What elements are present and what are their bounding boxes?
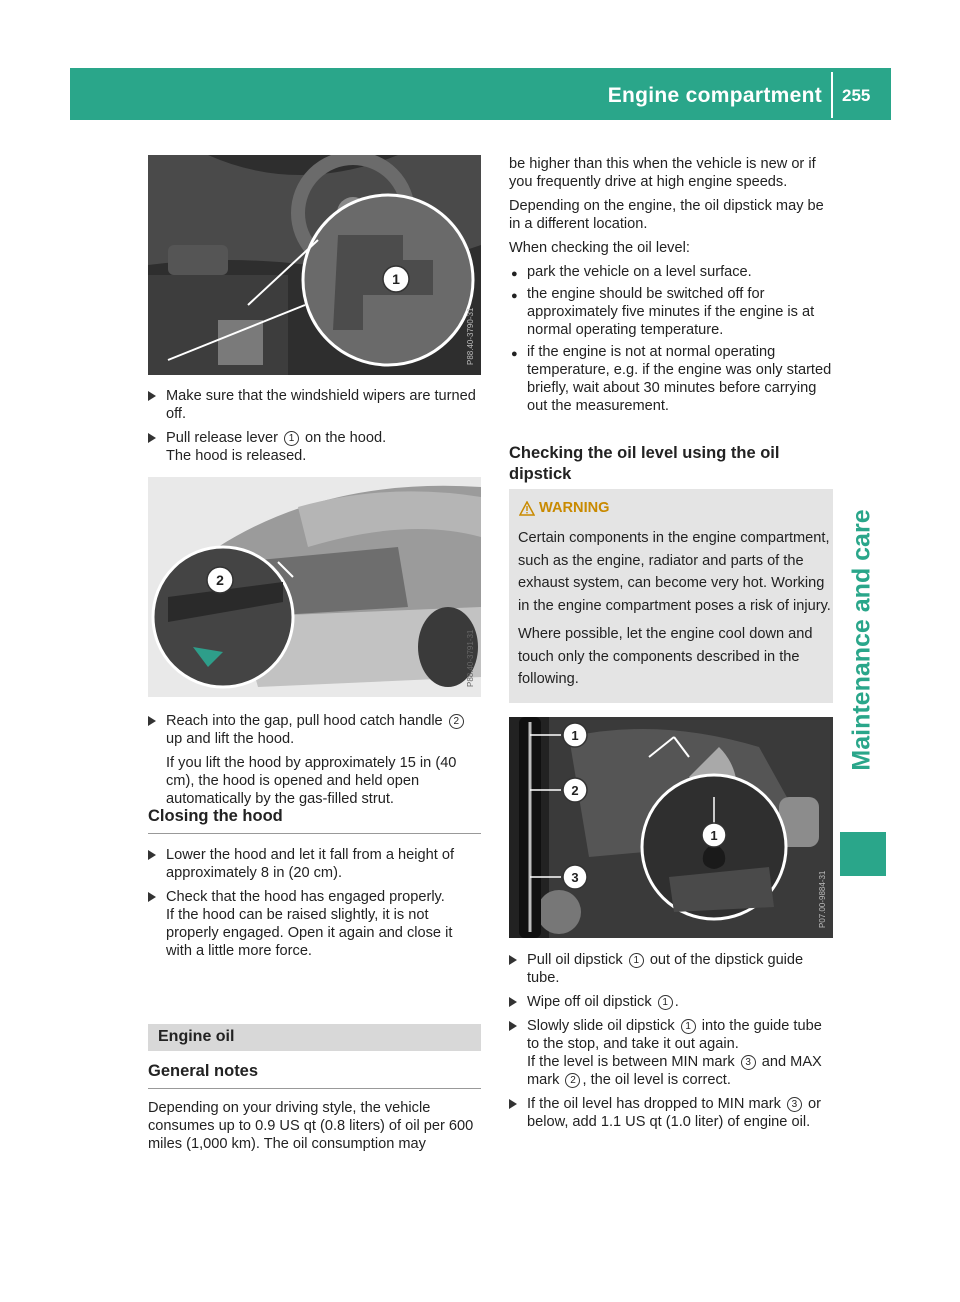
figure-release-lever — [148, 155, 481, 375]
figure-hood-catch — [148, 477, 481, 697]
callout-ref: 3 — [787, 1097, 802, 1112]
paragraph: Depending on the engine, the oil dipstick may be in a different location. — [509, 198, 824, 232]
warning-paragraph: Certain components in the engine compartment, such as the engine, radiator and parts of the exhaust system, can become very hot. Working in the engine compartment poses a risk of injury. — [518, 530, 831, 614]
step-item: Pull release lever 1 on the hood. The hood is released. — [148, 429, 483, 465]
paragraph: When checking the oil level: — [509, 240, 690, 256]
right-column-a — [509, 155, 833, 419]
general-notes — [148, 1061, 481, 1159]
figure-code: P07.00-9884-31 — [818, 870, 827, 928]
callout-1: 1 — [392, 271, 400, 287]
figure-oil-dipstick — [509, 717, 833, 938]
callout-ref: 1 — [629, 953, 644, 968]
callout-ref: 2 — [449, 714, 464, 729]
step-note: If you lift the hood by approximately 15 in (40 cm), the hood is opened and held open automatically by the gas-filled strut. — [166, 755, 457, 807]
callout-2: 2 — [571, 783, 579, 798]
paragraph: Depending on your driving style, the vehicle consumes up to 0.9 US qt (0.8 liters) of oil per 600 miles (1,000 km). The oil consumption may — [148, 1100, 474, 1152]
bullet-icon: ● — [511, 348, 518, 360]
arrow-icon — [148, 892, 156, 902]
arrow-icon — [148, 391, 156, 401]
list-item: ● the engine should be switched off for approximately five minutes if the engine is at normal operating temperature. — [511, 286, 815, 338]
warning-title: WARNING — [539, 500, 610, 516]
arrow-icon — [148, 850, 156, 860]
step-item: Wipe off oil dipstick 1 . — [509, 993, 835, 1011]
callout-2: 2 — [216, 572, 224, 588]
list-item: ● if the engine is not at normal operating temperature, e.g. if the engine was only started briefly, wait about 30 minutes before carrying out the measurement. — [511, 344, 832, 414]
figure-code: P88.40-3791-31 — [466, 629, 475, 687]
step-item: Make sure that the windshield wipers are turned off. — [148, 387, 483, 423]
header-separator — [831, 72, 833, 118]
figure-code: P88.40-3790-31 — [466, 307, 475, 365]
left-column-b — [148, 712, 483, 814]
callout-ref: 3 — [741, 1055, 756, 1070]
arrow-icon — [509, 997, 517, 1007]
bullet-icon: ● — [511, 290, 518, 302]
step-item: Pull oil dipstick 1 out of the dipstick guide tube. — [509, 951, 835, 987]
warning-triangle-icon — [519, 501, 535, 516]
arrow-icon — [509, 1099, 517, 1109]
arrow-icon — [148, 433, 156, 443]
paragraph: be higher than this when the vehicle is new or if you frequently drive at high engine speeds. — [509, 156, 816, 190]
page-number: 255 — [842, 86, 871, 105]
callout-1-detail: 1 — [710, 828, 718, 843]
bullet-icon: ● — [511, 268, 518, 280]
side-tab-label: Maintenance and care — [847, 509, 876, 771]
heading-dipstick: Checking the oil level using the oil dipstick — [509, 443, 833, 492]
right-column-steps — [509, 951, 835, 1137]
step-item: Lower the hood and let it fall from a height of approximately 8 in (20 cm). — [148, 846, 481, 882]
heading-closing-hood: Closing the hood — [148, 806, 481, 834]
callout-ref: 1 — [284, 431, 299, 446]
callout-1: 1 — [571, 728, 579, 743]
step-item: Slowly slide oil dipstick 1 into the guide tube to the stop, and take it out again. If the level is between MIN mark 3 and MAX mark 2 , the oil level is correct. — [509, 1017, 835, 1089]
arrow-icon — [509, 955, 517, 965]
step-item: Reach into the gap, pull hood catch handle 2 up and lift the hood. — [148, 712, 483, 748]
heading-general-notes: General notes — [148, 1061, 481, 1089]
side-tab-marker — [840, 832, 886, 876]
step-item: If the oil level has dropped to MIN mark 3 or below, add 1.1 US qt (1.0 liter) of engine oil. — [509, 1095, 835, 1131]
list-item: ● park the vehicle on a level surface. — [509, 263, 833, 281]
callout-ref: 2 — [565, 1073, 580, 1088]
arrow-icon — [148, 716, 156, 726]
callout-3: 3 — [571, 870, 579, 885]
page-title: Engine compartment — [607, 84, 822, 107]
section-bar-engine-oil: Engine oil — [148, 1024, 481, 1051]
closing-section — [148, 806, 481, 966]
callout-ref: 1 — [681, 1019, 696, 1034]
warning-paragraph: Where possible, let the engine cool down and touch only the components described in the following. — [518, 626, 813, 687]
step-item: Check that the hood has engaged properly. If the hood can be raised slightly, it is not properly engaged. Open it again and close it with a little more force. — [148, 888, 481, 960]
dipstick-section — [509, 443, 833, 492]
left-column-a — [148, 387, 483, 471]
callout-ref: 1 — [658, 995, 673, 1010]
arrow-icon — [509, 1021, 517, 1031]
warning-box — [509, 489, 833, 703]
